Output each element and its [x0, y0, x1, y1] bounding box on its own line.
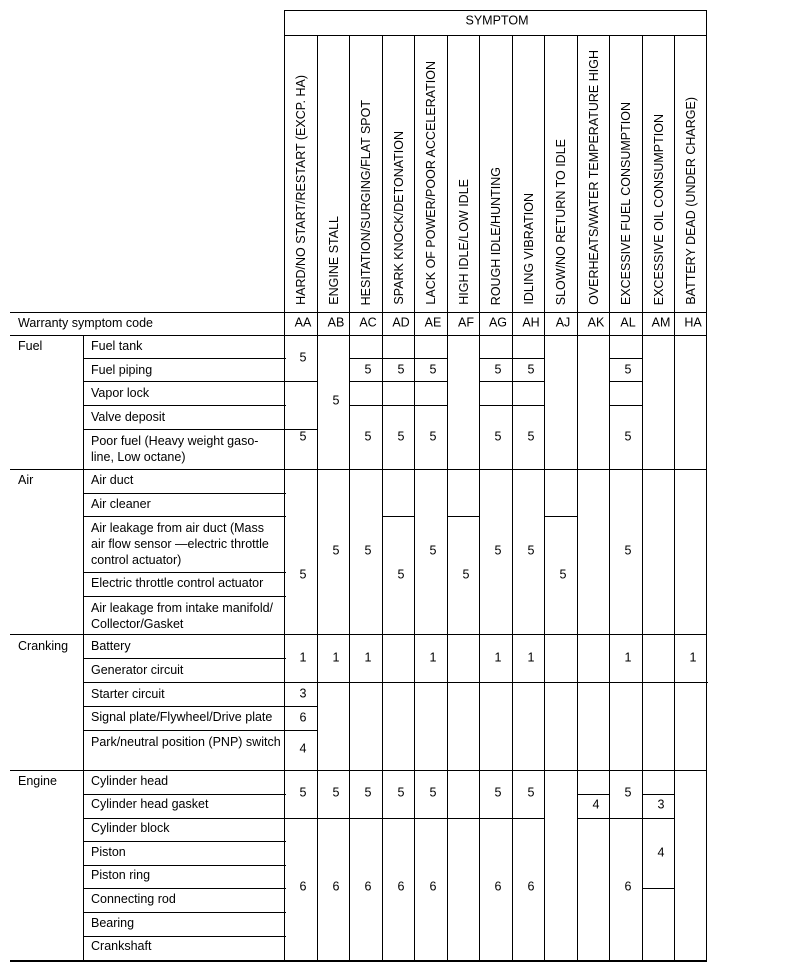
cell-value: 6 — [299, 710, 307, 725]
item-label: Air leakage from air duct (Mass air flow sensor —electric throttle control actuator) — [91, 521, 269, 567]
cell-value: 1 — [527, 650, 535, 665]
cell-value: 5 — [624, 429, 632, 444]
cell-value: 5 — [624, 785, 632, 800]
grid-line — [83, 572, 286, 573]
warranty-code-label: Warranty symptom code — [18, 316, 153, 330]
cell-value: 4 — [657, 845, 665, 860]
grid-line — [609, 358, 642, 359]
item-label: Signal plate/Flywheel/Drive plate — [91, 710, 273, 724]
grid-line — [284, 10, 285, 961]
cell-value: 5 — [299, 429, 307, 444]
grid-line — [577, 35, 578, 961]
grid-line — [83, 706, 318, 707]
symptom-label-AH: IDLING VIBRATION — [522, 193, 536, 305]
symptom-header-title: SYMPTOM — [465, 13, 529, 28]
grid-line — [83, 596, 286, 597]
grid-line — [609, 381, 642, 382]
cell-value: 5 — [397, 567, 405, 582]
item-label: Vapor lock — [91, 386, 150, 400]
grid-line — [642, 888, 675, 889]
grid-line — [447, 35, 448, 961]
grid-line — [706, 10, 707, 961]
symptom-label-AE: LACK OF POWER/POOR ACCELERATION — [424, 61, 438, 305]
grid-line — [284, 35, 707, 36]
grid-line — [83, 381, 318, 382]
item-label: Air leakage from intake manifold/ Collector/Gasket — [91, 601, 274, 631]
cell-value: 1 — [364, 650, 372, 665]
grid-line — [83, 912, 286, 913]
item-label: Fuel tank — [91, 339, 143, 353]
item-label: Fuel piping — [91, 363, 153, 377]
cell-value: 6 — [527, 879, 535, 894]
grid-line — [83, 493, 286, 494]
grid-line — [609, 35, 610, 961]
grid-line — [83, 405, 286, 406]
grid-line — [83, 865, 286, 866]
cell-value: 6 — [494, 879, 502, 894]
grid-line — [83, 335, 84, 961]
grid-line — [642, 35, 643, 961]
grid-line — [10, 335, 707, 336]
cell-value: 5 — [494, 362, 502, 377]
grid-line — [447, 516, 480, 517]
grid-line — [349, 381, 447, 382]
cell-value: 5 — [429, 785, 437, 800]
code-AL: AL — [620, 315, 636, 330]
code-AG: AG — [488, 315, 508, 330]
grid-line — [609, 405, 642, 406]
grid-line — [349, 35, 350, 961]
cell-value: 5 — [364, 362, 372, 377]
item-label: Piston — [91, 845, 126, 859]
cell-value: 6 — [364, 879, 372, 894]
cell-value: 5 — [397, 429, 405, 444]
grid-line — [317, 35, 318, 961]
code-AH: AH — [522, 315, 540, 330]
grid-line — [10, 312, 707, 313]
grid-line — [382, 516, 415, 517]
grid-line — [83, 936, 286, 937]
group-label-engine: Engine — [18, 774, 57, 788]
grid-line — [414, 35, 415, 961]
group-label-fuel: Fuel — [18, 339, 43, 353]
group-label-cranking: Cranking — [18, 639, 69, 653]
cell-value: 5 — [494, 543, 502, 558]
cell-value: 5 — [364, 429, 372, 444]
symptom-label-AC: HESITATION/SURGING/FLAT SPOT — [359, 99, 373, 305]
cell-value: 5 — [462, 567, 470, 582]
grid-line — [83, 818, 545, 819]
code-AF: AF — [458, 315, 474, 330]
item-label: Starter circuit — [91, 687, 165, 701]
item-label: Cylinder block — [91, 821, 170, 835]
item-label: Electric throttle control actuator — [91, 576, 264, 590]
cell-value: 3 — [299, 686, 307, 701]
grid-line — [349, 405, 447, 406]
grid-line — [83, 429, 318, 430]
grid-line — [674, 35, 675, 961]
code-AJ: AJ — [555, 315, 571, 330]
grid-line — [10, 469, 707, 470]
cell-value: 5 — [299, 567, 307, 582]
grid-line — [512, 35, 513, 961]
item-label: Connecting rod — [91, 892, 176, 906]
symptom-label-AK: OVERHEATS/WATER TEMPERATURE HIGH — [587, 50, 601, 305]
cell-value: 3 — [657, 797, 665, 812]
grid-line — [83, 658, 286, 659]
symptom-label-AA: HARD/NO START/RESTART (EXCP. HA) — [294, 75, 308, 305]
grid-line — [10, 634, 707, 635]
grid-line — [544, 516, 577, 517]
cell-value: 5 — [397, 362, 405, 377]
cell-value: 5 — [559, 567, 567, 582]
item-label: Generator circuit — [91, 663, 184, 677]
code-AE: AE — [424, 315, 442, 330]
cell-value: 1 — [332, 650, 340, 665]
cell-value: 5 — [429, 543, 437, 558]
item-label: Crankshaft — [91, 939, 152, 953]
symptom-label-AF: HIGH IDLE/LOW IDLE — [457, 179, 471, 305]
grid-line — [83, 888, 286, 889]
cell-value: 5 — [527, 785, 535, 800]
symptom-label-HA: BATTERY DEAD (UNDER CHARGE) — [684, 97, 698, 305]
cell-value: 5 — [624, 543, 632, 558]
cell-value: 1 — [494, 650, 502, 665]
item-label: Valve deposit — [91, 410, 166, 424]
cell-value: 1 — [299, 650, 307, 665]
cell-value: 5 — [332, 393, 340, 408]
grid-line — [577, 818, 675, 819]
cell-value: 5 — [429, 429, 437, 444]
symptom-label-AB: ENGINE STALL — [327, 216, 341, 305]
cell-value: 5 — [624, 362, 632, 377]
cell-value: 6 — [624, 879, 632, 894]
symptom-label-AG: ROUGH IDLE/HUNTING — [489, 166, 503, 305]
symptom-label-AD: SPARK KNOCK/DETONATION — [392, 131, 406, 305]
code-AD: AD — [392, 315, 410, 330]
cell-value: 1 — [624, 650, 632, 665]
cell-value: 4 — [592, 797, 600, 812]
grid-line — [10, 770, 707, 771]
item-label: Cylinder head — [91, 774, 169, 788]
grid-line — [349, 358, 447, 359]
cell-value: 5 — [332, 785, 340, 800]
cell-value: 1 — [689, 650, 697, 665]
grid-line — [284, 10, 707, 11]
symptom-label-AL: EXCESSIVE FUEL CONSUMPTION — [619, 101, 633, 305]
code-HA: HA — [684, 315, 702, 330]
code-AC: AC — [359, 315, 377, 330]
grid-line — [10, 960, 707, 962]
cell-value: 4 — [299, 741, 307, 756]
cell-value: 1 — [429, 650, 437, 665]
cell-value: 6 — [332, 879, 340, 894]
grid-line — [83, 358, 286, 359]
grid-line — [544, 35, 545, 961]
grid-line — [83, 794, 286, 795]
code-AK: AK — [587, 315, 605, 330]
cell-value: 5 — [494, 785, 502, 800]
cell-value: 5 — [332, 543, 340, 558]
cell-value: 5 — [527, 362, 535, 377]
code-AM: AM — [651, 315, 671, 330]
symptom-label-AM: EXCESSIVE OIL CONSUMPTION — [652, 113, 666, 305]
group-label-air: Air — [18, 473, 34, 487]
item-label: Battery — [91, 639, 131, 653]
cell-value: 5 — [364, 785, 372, 800]
cell-value: 6 — [397, 879, 405, 894]
cell-value: 5 — [527, 429, 535, 444]
item-label: Air duct — [91, 473, 134, 487]
grid-line — [577, 794, 610, 795]
grid-line — [642, 794, 675, 795]
grid-line — [83, 516, 286, 517]
code-AA: AA — [294, 315, 312, 330]
item-label: Park/neutral position (PNP) switch — [91, 735, 281, 749]
item-label: Bearing — [91, 916, 135, 930]
item-label: Air cleaner — [91, 497, 151, 511]
symptom-label-AJ: SLOW/NO RETURN TO IDLE — [554, 138, 568, 305]
cell-value: 6 — [299, 879, 307, 894]
item-label: Cylinder head gasket — [91, 797, 209, 811]
cell-value: 5 — [364, 543, 372, 558]
grid-line — [83, 730, 318, 731]
cell-value: 5 — [527, 543, 535, 558]
grid-line — [83, 682, 708, 683]
cell-value: 5 — [299, 350, 307, 365]
cell-value: 5 — [429, 362, 437, 377]
grid-line — [382, 35, 383, 961]
item-label: Piston ring — [91, 868, 151, 882]
cell-value: 5 — [397, 785, 405, 800]
cell-value: 5 — [299, 785, 307, 800]
grid-line — [83, 841, 286, 842]
cell-value: 6 — [429, 879, 437, 894]
cell-value: 5 — [494, 429, 502, 444]
grid-line — [479, 35, 480, 961]
code-AB: AB — [327, 315, 345, 330]
item-label: Poor fuel (Heavy weight gaso-line, Low octane) — [91, 434, 259, 464]
